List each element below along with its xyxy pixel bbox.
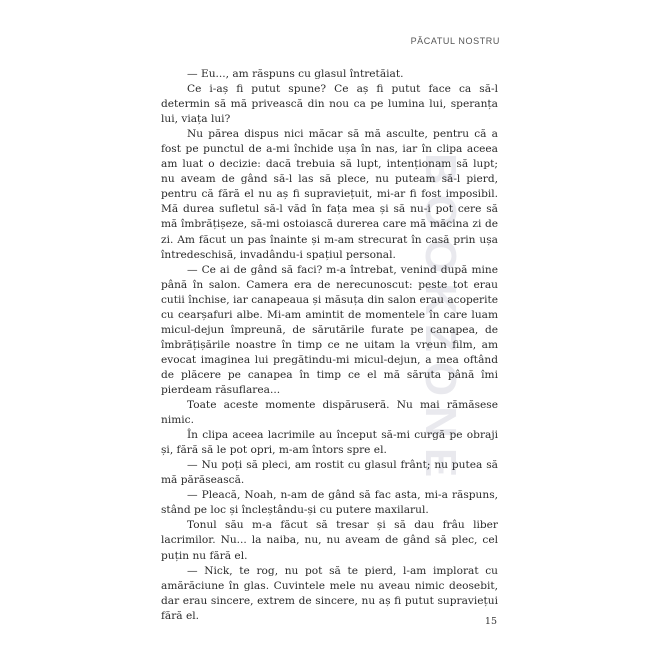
running-header: PĂCATUL NOSTRU — [410, 36, 500, 46]
paragraph: — Eu..., am răspuns cu glasul întretăiat. — [187, 68, 404, 80]
paragraph: Tonul său m-a făcut să tresar și să dau frâu liber lacrimilor. Nu... la naiba, nu, nu aveam de gând să plec, cel puțin nu fără el. — [161, 519, 498, 562]
paragraph: În clipa aceea lacrimile au început să-mi curgă pe obraji și, fără să le pot opri, m-am întors spre el. — [161, 429, 498, 457]
paragraph: Toate aceste momente dispăruseră. Nu mai rămăsese nimic. — [161, 399, 498, 427]
page-number: 15 — [484, 616, 497, 627]
paragraph: — Nu poți să pleci, am rostit cu glasul frânt; nu putea să mă părăsească. — [161, 459, 498, 487]
watermark: BOOKZONE — [416, 152, 465, 488]
paragraph: — Ce ai de gând să faci? m-a întrebat, venind după mine până în salon. Camera era de nerecunoscut: peste tot erau cutii închise, iar canapeaua și măsuța din salon erau acoperite cu cearșafuri albe. Mi-am amintit de momentele în care luam micul-dejun împreună, de sărutările furate pe canapea, de îmbrățișările noastre în timp ce ne uitam la vreun film, am evocat imaginea lui pregătindu-mi micul-dejun, a mea oftând de plăcere pe canapea în timp ce el mă săruta până îmi pierdeam răsuflarea... — [161, 263, 498, 396]
paragraph: Nu părea dispus nici măcar să mă asculte, pentru că a fost pe punctul de a-mi închide ușa în nas, iar în clipa aceea am luat o decizie: dacă trebuia să lupt, intenționam să lupt; nu aveam de gând să-l las să plece, nu puteam să-l pierd, pentru că fără el nu aș fi supraviețuit, mi-ar fi fost imposibil. Mă durea sufletul să-l văd în fața mea și să nu-i pot cere să mă îmbrățișeze, să-mi ostoiască durerea care mă măcina zi de zi. Am făcut un pas înainte și m-am strecurat în casă prin ușa întredeschisă, invadându-i spațiul personal. — [161, 128, 498, 261]
paragraph: — Nick, te rog, nu pot să te pierd, l-am implorat cu amărăciune în glas. Cuvintele mele nu aveau nimic deosebit, dar erau sincere, extrem de sincere, nu aș fi putut supraviețui fără el. — [161, 564, 498, 622]
body-text — [161, 67, 498, 624]
paragraph: Ce i-aș fi putut spune? Ce aș fi putut face ca să-l determin să mă privească din nou ca pe lumina lui, speranța lui, viața lui? — [161, 83, 498, 126]
paragraph: — Pleacă, Noah, n-am de gând să fac asta, mi-a răspuns, stând pe loc și încleștându-și cu putere maxilarul. — [161, 489, 498, 517]
